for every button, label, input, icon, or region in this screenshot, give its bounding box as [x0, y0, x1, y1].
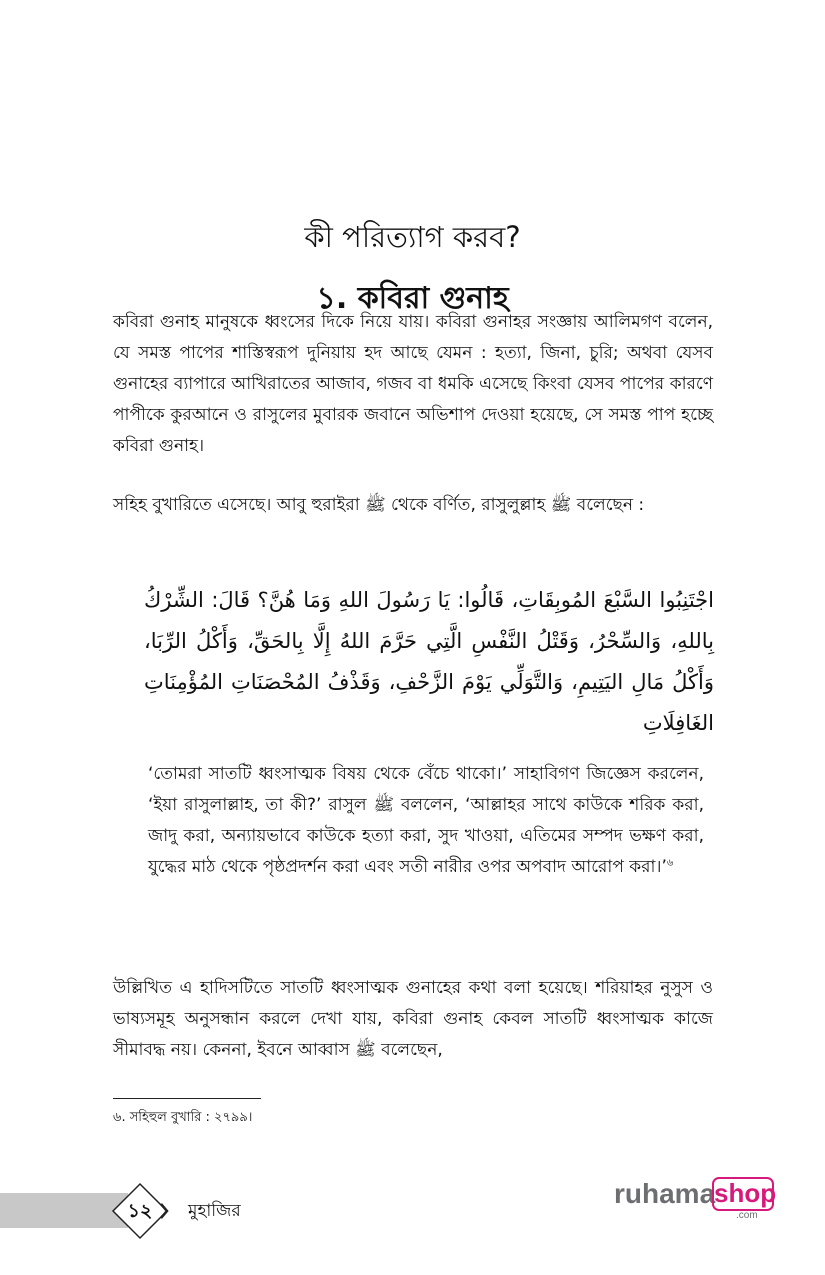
hadith-translation [148, 759, 704, 883]
footer-band [0, 1193, 128, 1228]
book-title: মুহাজির [188, 1201, 241, 1221]
hadith-translation-text: ‘তোমরা সাতটি ধ্বংসাত্মক বিষয় থেকে বেঁচে থাকো।’ সাহাবিগণ জিজ্ঞেস করলেন, ‘ইয়া রাসুলাল্লাহ, তা কী?’ রাসুল ﷺ বললেন, ‘আল্লাহর সাথে কাউকে শরিক করা, জাদু করা, অন্যায়ভাবে কাউকে হত্যা করা, সুদ খাওয়া, এতিমের সম্পদ ভক্ষণ করা, যুদ্ধের মাঠ থেকে পৃষ্ঠপ্রদর্শন করা এবং সতী নারীর ওপর অপবাদ আরোপ করা।’ [148, 764, 704, 877]
footnote-divider [113, 1098, 261, 1099]
page-title: কী পরিত্যাগ করব? [304, 220, 521, 255]
logo-com-text: .com [736, 1210, 758, 1221]
intro-paragraph: কবিরা গুনাহ মানুষকে ধ্বংসের দিকে নিয়ে যায়। কবিরা গুনাহর সংজ্ঞায় আলিমগণ বলেন, যে সমস্ত পাপের শাস্তিস্বরূপ দুনিয়ায় হদ আছে যেমন : হত্যা, জিনা, চুরি; অথবা যেসব গুনাহের ব্যাপারে আখিরাতের আজাব, গজব বা ধমকি এসেছে কিংবা যেসব পাপের কারণে পাপীকে কুরআনে ও রাসুলের মুবারক জবানে অভিশাপ দেওয়া হয়েছে, সে সমস্ত পাপ হচ্ছে কবিরা গুনাহ। [113, 312, 713, 456]
footnote: ৬. সহিহুল বুখারি : ২৭৯৯। [113, 1110, 253, 1125]
page-number: ১২ [127, 1200, 153, 1222]
explanation-paragraph: উল্লিখিত এ হাদিসটিতে সাতটি ধ্বংসাত্মক গুনাহের কথা বলা হয়েছে। শরিয়াহর নুসুস ও ভাষ্যসমূহ অনুসন্ধান করলে দেখা যায়, কবিরা গুনাহ কেবল সাতটি ধ্বংসাত্মক কাজে সীমাবদ্ধ নয়। কেননা, ইবনে আব্বাস ﷺ বলেছেন, [113, 978, 713, 1060]
section-heading: ১. কবিরা গুনাহ [316, 280, 509, 316]
logo-shop-text: shop [714, 1178, 777, 1208]
hadith-arabic-text: اجْتَنِبُوا السَّبْعَ المُوبِقَاتِ، قَالُوا: يَا رَسُولَ اللهِ وَمَا هُنَّ؟ قَالَ: الشِّرْكُ بِاللهِ، وَالسِّحْرُ، وَقَتْلُ النَّفْسِ الَّتِي حَرَّمَ اللهُ إِلَّا بِالحَقِّ، وَأَكْلُ الرِّبَا، وَأَكْلُ مَالِ اليَتِيمِ، وَالتَّوَلِّي يَوْمَ الزَّحْفِ، وَقَذْفُ المُحْصَنَاتِ المُؤْمِنَاتِ الغَافِلَاتِ [144, 588, 714, 735]
footnote-marker[interactable]: ৬ [666, 857, 674, 869]
hadith-intro-paragraph: সহিহ বুখারিতে এসেছে। আবু হুরাইরা ﷺ থেকে বর্ণিত, রাসুলুল্লাহ ﷺ বলেছেন : [113, 495, 645, 515]
ruhamashop-logo[interactable] [614, 1176, 780, 1224]
logo-ruhama-text: ruhama [614, 1178, 716, 1209]
